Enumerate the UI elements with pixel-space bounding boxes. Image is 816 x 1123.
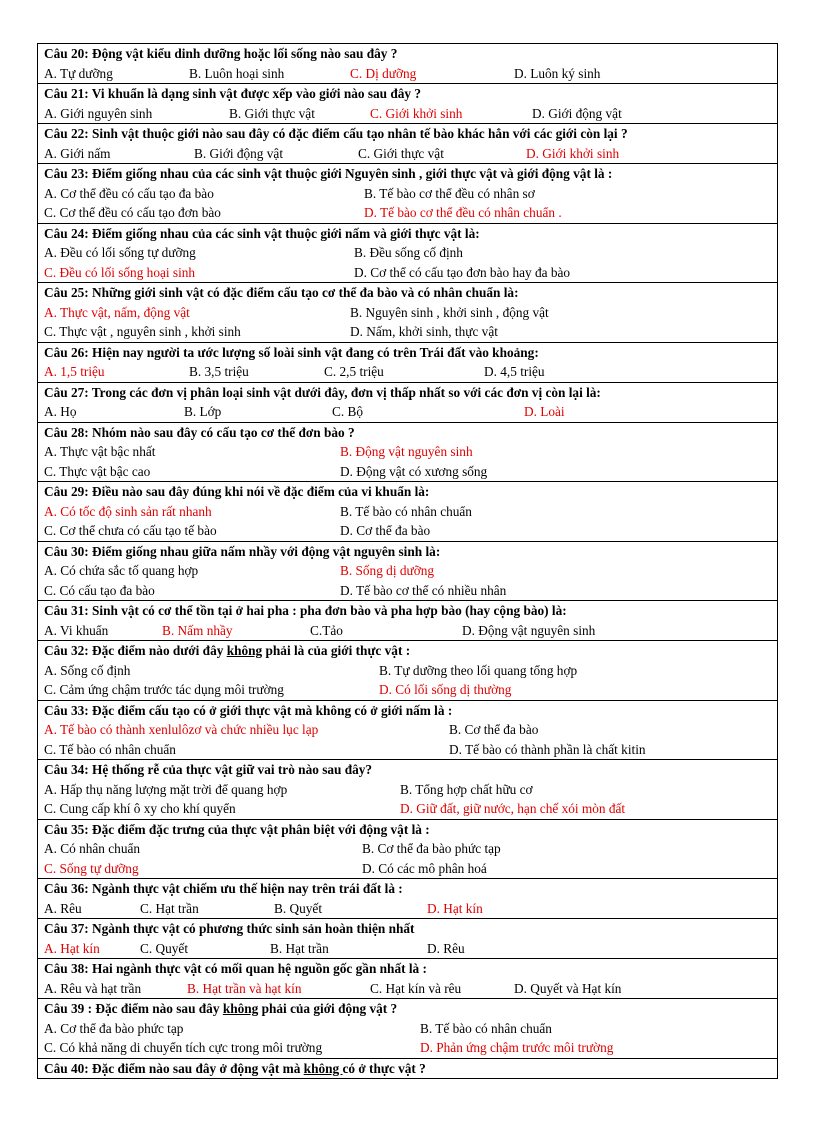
answer-option: A. Có chứa sắc tố quang hợp bbox=[44, 563, 199, 578]
answer-option: A. Giới nguyên sinh bbox=[44, 105, 153, 121]
question-text: Động vật kiểu dinh dưỡng hoặc lối sống nào sau đây ? bbox=[92, 46, 398, 61]
option-row bbox=[44, 561, 771, 581]
answer-option: B. Cơ thể đa bào phức tạp bbox=[362, 841, 501, 856]
question-stem bbox=[44, 919, 771, 939]
question-number: Câu 36: bbox=[44, 881, 89, 896]
answer-option-correct: A. Hạt kín bbox=[44, 940, 100, 956]
question-text: Ngành thực vật chiếm ưu thế hiện nay trên trái đất là : bbox=[92, 881, 403, 896]
option-row bbox=[44, 303, 771, 323]
question-text: Điểm giống nhau của các sinh vật thuộc giới Nguyên sinh , giới thực vật và giới động vật là : bbox=[92, 166, 613, 181]
answer-option: D. Rêu bbox=[427, 940, 465, 956]
answer-option: C. 2,5 triệu bbox=[324, 364, 384, 379]
question-number: Câu 26: bbox=[44, 344, 89, 360]
option-row bbox=[44, 521, 771, 541]
option-row bbox=[44, 661, 771, 681]
question-text: Vi khuẩn là dạng sinh vật được xếp vào giới nào sau đây ? bbox=[91, 86, 422, 101]
question-stem bbox=[44, 164, 771, 184]
answer-option: C. Có cấu tạo đa bào bbox=[44, 582, 155, 598]
answer-option: C. Giới thực vật bbox=[358, 145, 444, 161]
question-number: Câu 34: bbox=[44, 762, 89, 777]
answer-option-correct: A. Tế bào có thành xenlulôzơ và chức nhiều lục lạp bbox=[44, 722, 319, 737]
question-number: Câu 38: bbox=[44, 961, 89, 976]
answer-option-correct: D. Giữ đất, giữ nước, hạn chế xói mòn đất bbox=[400, 801, 626, 816]
answer-option: D. Quyết và Hạt kín bbox=[514, 980, 622, 996]
question-stem bbox=[44, 283, 771, 303]
question-number: Câu 24: bbox=[44, 225, 89, 241]
answer-option: A. Vi khuẩn bbox=[44, 622, 109, 638]
question-block bbox=[38, 1059, 777, 1080]
answer-option: C. Thực vật bậc cao bbox=[44, 463, 151, 479]
question-stem bbox=[44, 44, 771, 64]
answer-option-correct: B. Động vật nguyên sinh bbox=[340, 444, 473, 459]
question-text: Hệ thống rễ của thực vật giữ vai trò nào sau đây? bbox=[92, 762, 373, 777]
question-block bbox=[38, 820, 777, 880]
question-number: Câu 40: bbox=[44, 1060, 89, 1076]
question-stem bbox=[44, 124, 771, 144]
question-stem bbox=[44, 542, 771, 562]
option-row bbox=[44, 104, 771, 124]
question-number: Câu 27: bbox=[44, 384, 89, 400]
option-row bbox=[44, 899, 771, 919]
answer-option-correct: D. Loài bbox=[524, 404, 565, 419]
option-row bbox=[44, 184, 771, 204]
question-block bbox=[38, 343, 777, 383]
option-row bbox=[44, 402, 771, 422]
question-number: Câu 30: bbox=[44, 543, 89, 559]
question-text: Ngành thực vật có phương thức sinh sản hoàn thiện nhất bbox=[92, 921, 415, 936]
option-row bbox=[44, 939, 771, 959]
answer-option: D. Giới động vật bbox=[532, 105, 622, 121]
question-block bbox=[38, 999, 777, 1059]
question-stem bbox=[44, 423, 771, 443]
option-row bbox=[44, 979, 771, 999]
answer-option: B. 3,5 triệu bbox=[189, 364, 249, 379]
question-number: Câu 21: bbox=[44, 86, 89, 101]
answer-option: A. Đều có lối sống tự dưỡng bbox=[44, 245, 196, 260]
answer-option-correct: D. Phản ứng chậm trước môi trường bbox=[420, 1040, 614, 1055]
answer-option: B. Nguyên sinh , khởi sinh , động vật bbox=[350, 304, 549, 320]
answer-option: B. Tự dưỡng theo lối quang tổng hợp bbox=[379, 662, 578, 678]
answer-option: B. Tế bào có nhân chuẩn bbox=[340, 503, 472, 519]
option-row bbox=[44, 1038, 771, 1058]
answer-option: D. Có các mô phân hoá bbox=[362, 860, 487, 876]
answer-option-correct: C. Dị dưỡng bbox=[350, 65, 417, 81]
question-number: Câu 32: bbox=[44, 643, 89, 658]
question-stem bbox=[44, 601, 771, 621]
question-text: Điều nào sau đây đúng khi nói về đặc điểm của vi khuẩn là: bbox=[92, 484, 430, 499]
question-text: phải là của giới thực vật : bbox=[262, 643, 411, 658]
answer-option-correct: D. Giới khởi sinh bbox=[526, 145, 620, 161]
option-row bbox=[44, 581, 771, 601]
answer-option: D. 4,5 triệu bbox=[484, 364, 545, 379]
option-row bbox=[44, 1019, 771, 1039]
answer-option-correct: A. Có tốc độ sinh sản rất nhanh bbox=[44, 503, 212, 519]
answer-option: B. Giới thực vật bbox=[229, 105, 315, 121]
question-text: Nhóm nào sau đây có cấu tạo cơ thể đơn bào ? bbox=[92, 424, 355, 440]
answer-option: A. Họ bbox=[44, 404, 77, 419]
option-row bbox=[44, 362, 771, 382]
question-stem bbox=[44, 224, 771, 244]
question-stem bbox=[44, 343, 771, 363]
option-row bbox=[44, 442, 771, 462]
question-text: Sinh vật thuộc giới nào sau đây có đặc điểm cấu tạo nhân tế bào khác hẳn với các giới còn lại ? bbox=[92, 126, 628, 141]
question-number: Câu 33: bbox=[44, 702, 89, 718]
option-row bbox=[44, 621, 771, 641]
answer-option: B. Tế bào cơ thể đều có nhân sơ bbox=[364, 185, 535, 201]
answer-option: C. Hạt kín và rêu bbox=[370, 980, 462, 996]
question-block bbox=[38, 423, 777, 483]
question-text: Sinh vật có cơ thể tồn tại ở hai pha : pha đơn bào và pha hợp bào (hay cộng bào) là: bbox=[92, 603, 567, 618]
option-row bbox=[44, 859, 771, 879]
option-row bbox=[44, 740, 771, 760]
question-number: Câu 29: bbox=[44, 484, 89, 499]
option-row bbox=[44, 680, 771, 700]
answer-option: D. Cơ thể có cấu tạo đơn bào hay đa bào bbox=[354, 264, 571, 280]
answer-option-correct: B. Sống dị dưỡng bbox=[340, 563, 435, 578]
question-number: Câu 28: bbox=[44, 424, 89, 440]
answer-option: B. Giới động vật bbox=[194, 145, 284, 161]
answer-option-correct: C. Đều có lối sống hoại sinh bbox=[44, 264, 196, 280]
answer-option: C.Tảo bbox=[310, 622, 343, 638]
question-emphasis: không bbox=[226, 643, 263, 658]
question-block bbox=[38, 84, 777, 124]
question-block bbox=[38, 959, 777, 999]
answer-option: C. Thực vật , nguyên sinh , khởi sinh bbox=[44, 324, 241, 339]
answer-option: C. Cung cấp khí ô xy cho khí quyển bbox=[44, 801, 236, 816]
answer-option: D. Nấm, khởi sinh, thực vật bbox=[350, 324, 498, 339]
question-text: Đặc điểm nào dưới đây bbox=[92, 643, 227, 658]
answer-option: B. Tế bào có nhân chuẩn bbox=[420, 1020, 552, 1036]
answer-option: A. Tự dưỡng bbox=[44, 65, 113, 81]
option-row bbox=[44, 64, 771, 84]
question-block bbox=[38, 879, 777, 919]
question-text: Điểm giống nhau giữa nấm nhầy với động vật nguyên sinh là: bbox=[92, 543, 441, 559]
option-row bbox=[44, 839, 771, 859]
question-text: Đặc điểm nào sau đây bbox=[95, 1001, 223, 1016]
answer-option: C. Tế bào có nhân chuẩn bbox=[44, 741, 176, 757]
question-stem bbox=[44, 820, 771, 840]
question-number: Câu 31: bbox=[44, 603, 89, 618]
question-text: Đặc điểm đặc trưng của thực vật phân biệt với động vật là : bbox=[92, 821, 430, 837]
answer-option: A. Giới nấm bbox=[44, 145, 111, 161]
question-block bbox=[38, 701, 777, 761]
answer-option: D. Cơ thể đa bào bbox=[340, 523, 431, 538]
question-text: Đặc điểm nào sau đây ở động vật mà bbox=[92, 1060, 304, 1076]
question-block bbox=[38, 383, 777, 423]
answer-option: C. Bộ bbox=[332, 404, 364, 419]
question-text: Hai ngành thực vật có mối quan hệ nguồn gốc gần nhất là : bbox=[92, 961, 427, 976]
question-stem bbox=[44, 701, 771, 721]
option-row bbox=[44, 462, 771, 482]
question-block bbox=[38, 44, 777, 84]
answer-option: A. Hấp thụ năng lượng mặt trời để quang hợp bbox=[44, 781, 288, 797]
answer-option: D. Tế bào có thành phần là chất kitin bbox=[449, 741, 646, 757]
question-text: Hiện nay người ta ước lượng số loài sinh vật đang có trên Trái đất vào khoảng: bbox=[92, 344, 539, 360]
question-block bbox=[38, 482, 777, 542]
answer-option: C. Hạt trần bbox=[140, 900, 199, 916]
question-emphasis: không bbox=[222, 1001, 259, 1016]
answer-option-correct: D. Tế bào cơ thể đều có nhân chuẩn . bbox=[364, 205, 562, 220]
answer-option: C. Có khả năng di chuyển tích cực trong môi trường bbox=[44, 1040, 323, 1055]
question-block bbox=[38, 601, 777, 641]
answer-option: D. Luôn ký sinh bbox=[514, 65, 601, 81]
answer-option: D. Tế bào cơ thể có nhiều nhân bbox=[340, 582, 507, 598]
question-block bbox=[38, 224, 777, 284]
answer-option-correct: D. Hạt kín bbox=[427, 900, 483, 916]
question-stem bbox=[44, 879, 771, 899]
question-stem bbox=[44, 641, 771, 661]
answer-option: A. Rêu và hạt trần bbox=[44, 980, 142, 996]
answer-option: C. Cảm ứng chậm trước tác dụng môi trường bbox=[44, 682, 284, 697]
answer-option-correct: C. Sống tự dưỡng bbox=[44, 860, 139, 876]
answer-option-correct: B. Hạt trần và hạt kín bbox=[187, 980, 302, 996]
answer-option: A. Cơ thể đa bào phức tạp bbox=[44, 1020, 184, 1036]
question-stem bbox=[44, 1059, 771, 1079]
answer-option: B. Hạt trần bbox=[270, 940, 329, 956]
answer-option: D. Động vật nguyên sinh bbox=[462, 622, 596, 638]
answer-option-correct: C. Giới khởi sinh bbox=[370, 105, 463, 121]
answer-option: A. Sống cố định bbox=[44, 662, 131, 678]
question-text: có ở thực vật ? bbox=[342, 1060, 426, 1076]
answer-option: A. Rêu bbox=[44, 900, 82, 916]
option-row bbox=[44, 780, 771, 800]
answer-option: B. Cơ thể đa bào bbox=[449, 722, 539, 737]
question-number: Câu 35: bbox=[44, 821, 89, 837]
answer-option-correct: B. Nấm nhầy bbox=[162, 622, 233, 638]
option-row bbox=[44, 720, 771, 740]
option-row bbox=[44, 263, 771, 283]
option-row bbox=[44, 502, 771, 522]
option-row bbox=[44, 144, 771, 164]
question-block bbox=[38, 164, 777, 224]
question-block bbox=[38, 919, 777, 959]
question-block bbox=[38, 283, 777, 343]
question-text: Những giới sinh vật có đặc điểm cấu tạo cơ thể đa bào và có nhân chuẩn là: bbox=[92, 285, 519, 300]
question-number: Câu 25: bbox=[44, 285, 89, 300]
question-text: Điểm giống nhau của các sinh vật thuộc giới nấm và giới thực vật là: bbox=[92, 225, 480, 241]
question-number: Câu 22: bbox=[44, 126, 89, 141]
answer-option: A. Thực vật bậc nhất bbox=[44, 444, 156, 459]
question-number: Câu 39 : bbox=[44, 1001, 93, 1016]
answer-option: C. Cơ thể chưa có cấu tạo tế bào bbox=[44, 523, 217, 538]
answer-option: B. Quyết bbox=[274, 900, 323, 916]
option-row bbox=[44, 243, 771, 263]
answer-option: C. Quyết bbox=[140, 940, 189, 956]
question-text: Trong các đơn vị phân loại sinh vật dưới đây, đơn vị thấp nhất so với các đơn vị còn lại là: bbox=[91, 384, 601, 400]
question-block bbox=[38, 760, 777, 820]
question-stem bbox=[44, 959, 771, 979]
answer-option-correct: D. Có lối sống dị thường bbox=[379, 682, 512, 697]
answer-option-correct: A. 1,5 triệu bbox=[44, 364, 105, 379]
question-stem bbox=[44, 383, 771, 403]
question-stem bbox=[44, 999, 771, 1019]
question-block bbox=[38, 124, 777, 164]
question-number: Câu 20: bbox=[44, 46, 89, 61]
option-row bbox=[44, 203, 771, 223]
answer-option: B. Tổng hợp chất hữu cơ bbox=[400, 781, 533, 797]
question-number: Câu 37: bbox=[44, 921, 89, 936]
answer-option: B. Luôn hoại sinh bbox=[189, 65, 285, 81]
question-number: Câu 23: bbox=[44, 166, 89, 181]
question-block bbox=[38, 542, 777, 602]
quiz-table bbox=[37, 43, 778, 1079]
question-text: Đặc điểm cấu tạo có ở giới thực vật mà không có ở giới nấm là : bbox=[92, 702, 453, 718]
answer-option: A. Cơ thể đều có cấu tạo đa bào bbox=[44, 185, 214, 201]
question-block bbox=[38, 641, 777, 701]
answer-option: C. Cơ thể đều có cấu tạo đơn bào bbox=[44, 205, 221, 220]
answer-option: B. Đều sống cố định bbox=[354, 245, 463, 260]
answer-option: B. Lớp bbox=[184, 404, 222, 419]
question-emphasis: không bbox=[303, 1060, 343, 1076]
question-stem bbox=[44, 482, 771, 502]
answer-option-correct: A. Thực vật, nấm, động vật bbox=[44, 304, 190, 320]
option-row bbox=[44, 799, 771, 819]
answer-option: A. Có nhân chuẩn bbox=[44, 841, 141, 856]
question-stem bbox=[44, 760, 771, 780]
option-row bbox=[44, 322, 771, 342]
question-stem bbox=[44, 84, 771, 104]
answer-option: D. Động vật có xương sống bbox=[340, 463, 488, 479]
question-text: phải của giới động vật ? bbox=[258, 1001, 398, 1016]
